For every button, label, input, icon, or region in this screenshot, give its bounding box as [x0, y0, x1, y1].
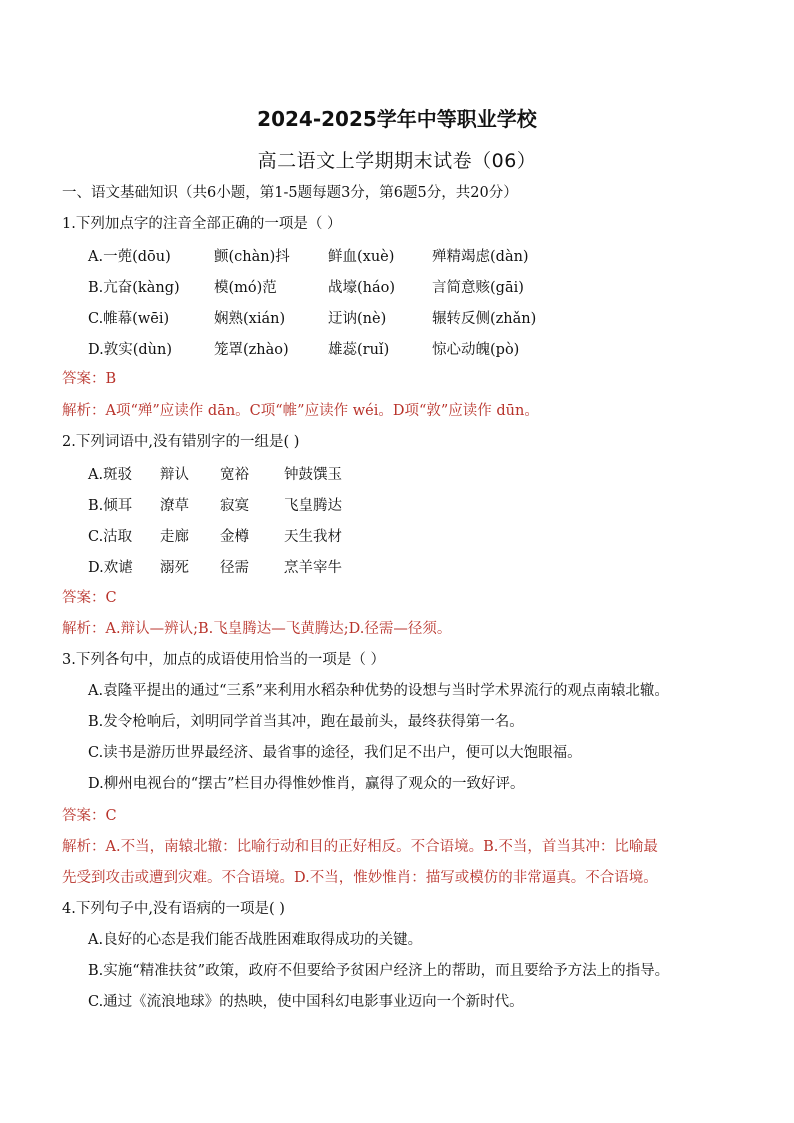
- q4-option-c: C.通过《流浪地球》的热映，使中国科幻电影事业迈向一个新时代。: [88, 994, 524, 1010]
- q3-analysis-line-1: 解析：A.不当，南辕北辙：比喻行动和目的正好相反。不合语境。B.不当，首当其冲：比喻最: [62, 839, 658, 855]
- question-4-stem: 4.下列句子中,没有语病的一项是( ): [62, 901, 285, 917]
- q1-a-item-1: A.一蔸(dōu): [88, 249, 171, 265]
- q1-c-item-2: 娴熟(xián): [214, 311, 286, 327]
- q3-answer: 答案：C: [62, 808, 117, 824]
- question-2-stem: 2.下列词语中,没有错别字的一组是( ): [62, 434, 300, 450]
- q2-b-item-2: 潦草: [160, 498, 189, 514]
- q1-d-item-4: 惊心动魄(pò): [432, 342, 520, 358]
- q2-a-item-2: 辩认: [160, 467, 189, 483]
- q2-analysis: 解析：A.辩认—辨认;B.飞皇腾达—飞黄腾达;D.径需—径须。: [62, 621, 452, 637]
- q2-answer: 答案：C: [62, 590, 117, 606]
- q1-a-item-2: 颤(chàn)抖: [214, 249, 290, 265]
- question-1-stem: 1.下列加点字的注音全部正确的一项是（ ）: [62, 216, 342, 232]
- q2-c-item-4: 天生我材: [284, 529, 342, 545]
- q1-answer: 答案：B: [62, 371, 117, 387]
- q1-b-item-3: 战壕(háo): [328, 280, 396, 296]
- question-3-stem: 3.下列各句中，加点的成语使用恰当的一项是（ ）: [62, 652, 385, 668]
- q1-c-item-3: 迂讷(nè): [328, 311, 387, 327]
- q2-b-item-4: 飞皇腾达: [284, 498, 342, 514]
- q1-a-item-3: 鲜血(xuè): [328, 249, 395, 265]
- q4-option-a: A.良好的心态是我们能否战胜困难取得成功的关键。: [88, 932, 423, 948]
- q3-option-b: B.发令枪响后，刘明同学首当其冲，跑在最前头，最终获得第一名。: [88, 714, 524, 730]
- q1-a-item-4: 殚精竭虑(dàn): [432, 249, 529, 265]
- q1-b-item-1: B.亢奋(kàng): [88, 280, 180, 296]
- q2-a-item-3: 宽裕: [220, 467, 249, 483]
- q3-option-c: C.读书是游历世界最经济、最省事的途径，我们足不出户，便可以大饱眼福。: [88, 745, 582, 761]
- exam-title: 2024-2025学年中等职业学校: [257, 107, 537, 131]
- q2-d-item-2: 溺死: [160, 560, 189, 576]
- exam-subtitle: 高二语文上学期期末试卷（06）: [257, 150, 537, 172]
- q2-b-item-3: 寂寞: [220, 498, 249, 514]
- q2-d-item-4: 烹羊宰牛: [284, 560, 342, 576]
- q1-d-item-2: 笼罩(zhào): [214, 342, 289, 358]
- q1-d-item-3: 雄蕊(ruǐ): [328, 342, 390, 358]
- q3-option-a: A.袁隆平提出的通过“三系”来利用水稻杂种优势的设想与当时学术界流行的观点南辕北辙。: [88, 683, 669, 699]
- q4-option-b: B.实施“精准扶贫”政策，政府不但要给予贫困户经济上的帮助，而且要给予方法上的指导。: [88, 963, 670, 979]
- q2-d-item-3: 径需: [220, 560, 249, 576]
- q2-c-item-2: 走廊: [160, 529, 189, 545]
- q2-a-item-4: 钟鼓馔玉: [284, 467, 342, 483]
- q1-c-item-4: 辗转反侧(zhǎn): [432, 311, 537, 327]
- q3-analysis-line-2: 先受到攻击或遭到灾难。不合语境。D.不当，惟妙惟肖：描写或模仿的非常逼真。不合语境。: [62, 870, 658, 886]
- section-heading: 一、语文基础知识（共6小题，第1-5题每题3分，第6题5分，共20分）: [62, 185, 518, 201]
- q1-analysis: 解析：A项“殚”应读作 dān。C项“帷”应读作 wéi。D项“敦”应读作 dūn。: [62, 403, 539, 419]
- q2-a-item-1: A.斑驳: [88, 467, 133, 483]
- q3-option-d: D.柳州电视台的“摆古”栏目办得惟妙惟肖，赢得了观众的一致好评。: [88, 776, 525, 792]
- q2-b-item-1: B.倾耳: [88, 498, 133, 514]
- q1-b-item-2: 模(mó)范: [214, 280, 277, 296]
- q1-c-item-1: C.帷幕(wēi): [88, 311, 170, 327]
- q1-d-item-1: D.敦实(dùn): [88, 342, 172, 358]
- q2-c-item-3: 金樽: [220, 529, 249, 545]
- q2-d-item-1: D.欢谑: [88, 560, 133, 576]
- q1-b-item-4: 言简意赅(gāi): [432, 280, 524, 296]
- q2-c-item-1: C.沽取: [88, 529, 133, 545]
